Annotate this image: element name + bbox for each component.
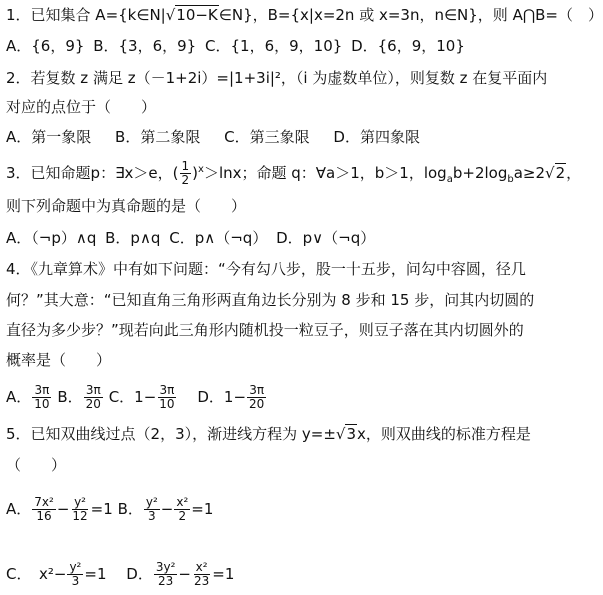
q2-line1: 2．若复数 z 满足 z（－1+2i）=|1+3i|²，（i 为虚数单位），则复数 z 在复平面内 — [6, 69, 548, 87]
q3-option-a: A．（¬p）∧q — [6, 229, 97, 247]
q3-part6: ， — [566, 164, 582, 182]
q1-option-a: A．{6，9} — [6, 37, 85, 55]
q5-line1 — [6, 424, 531, 444]
q2-line2: 对应的点位于（ ） — [6, 98, 157, 116]
q1-sqrt: √10−K — [165, 6, 218, 24]
q5-d-n1: 3y² — [155, 560, 176, 574]
q5-b-d2: 2 — [178, 509, 187, 523]
q3-options — [6, 228, 379, 248]
q5-options-cd — [6, 561, 234, 588]
q5-b-eq: =1 — [191, 500, 214, 518]
q5-option-c-label: C． — [6, 565, 32, 583]
q1-stem — [6, 5, 603, 25]
q4-option-b-fraction — [84, 384, 103, 411]
q4-c-den: 10 — [159, 397, 175, 411]
q5-d-frac1 — [154, 561, 178, 588]
q3-half-fraction — [180, 160, 192, 187]
q4-c-pre: 1− — [134, 388, 157, 406]
q5-b-frac2 — [174, 496, 190, 523]
q5-a-n1: 7x² — [34, 495, 54, 509]
q4-a-den: 10 — [34, 397, 50, 411]
q3-sqrt-body: 2 — [555, 164, 566, 182]
q4-option-a-fraction — [32, 384, 51, 411]
q5-b-d1: 3 — [148, 509, 156, 523]
q5-option-d-label: D． — [126, 565, 153, 583]
q5-d-frac2 — [192, 561, 211, 588]
q4-d-num: 3π — [249, 383, 265, 397]
q1-stem-suffix: ） — [588, 6, 603, 24]
q3-option-b: B．p∧q — [105, 229, 161, 247]
q5-a-n2: y² — [74, 495, 86, 509]
q3-option-d: D．p∨（¬q） — [276, 229, 376, 247]
q5-d-d1: 23 — [157, 574, 174, 588]
q1-stem-mid: ∈N}，B={x|x=2n 或 x=3n，n∈N}，则 A⋂B=（ — [218, 6, 574, 24]
q5-b-frac1 — [144, 496, 160, 523]
q4-option-c-label: C． — [108, 388, 135, 406]
q5-d-d2: 23 — [193, 574, 210, 588]
q5-sqrt: √3 — [335, 425, 357, 443]
q5-sqrt-body: 3 — [346, 425, 357, 443]
q4-line2: 何？”其大意：“已知直角三角形两直角边长分别为 8 步和 15 步，问其内切圆的 — [6, 291, 535, 309]
q4-line3: 直径为多少步？”现若向此三角形内随机投一粒豆子，则豆子落在其内切圆外的 — [6, 321, 524, 339]
q4-b-num: 3π — [85, 383, 101, 397]
q5-b-n2: x² — [176, 495, 189, 509]
q5-option-b-label: B． — [117, 500, 143, 518]
q2-option-a: A．第一象限 — [6, 128, 92, 146]
q4-line4: 概率是（ ） — [6, 351, 112, 369]
q3-stem — [6, 160, 581, 190]
q5-options-ab — [6, 496, 213, 523]
q4-option-b-label: B． — [57, 388, 83, 406]
q3-part5: a≥2 — [513, 164, 546, 182]
q4-d-pre: 1− — [223, 388, 247, 406]
q1-option-d: D．{6，9，10} — [351, 37, 465, 55]
q4-line1: 4．《九章算术》中有如下问题：“今有勾八步，股一十五步，问勾中容圆，径几 — [6, 260, 526, 278]
q4-option-c-fraction — [157, 384, 176, 411]
q5-line1-b: x，则双曲线的标准方程是 — [357, 425, 531, 443]
q5-c-pre: x²− — [38, 565, 67, 583]
q3-part3: ＞lnx；命题 q：∀a＞1，b＞1，log — [203, 164, 447, 182]
q1-sqrt-body: 10−K — [176, 6, 218, 24]
q3-option-c: C．p∧（¬q） — [169, 229, 268, 247]
q5-a-frac1 — [32, 496, 56, 523]
q5-d-eq: =1 — [212, 565, 235, 583]
q3-frac-num: 1 — [181, 159, 190, 173]
q5-a-d2: 12 — [72, 509, 88, 523]
q5-c-frac — [67, 561, 83, 588]
q5-line2: （ ） — [6, 456, 67, 474]
q4-option-d-fraction — [247, 384, 266, 411]
q3-sqrt: √2 — [545, 164, 566, 182]
q3-log-base-2: b — [507, 174, 514, 185]
q4-c-num: 3π — [159, 383, 175, 397]
q3-part2: ) — [192, 164, 199, 182]
q5-a-d1: 16 — [36, 509, 52, 523]
q3-part1: 3．已知命题p：∃x＞e，( — [6, 164, 179, 182]
q2-option-b: B．第二象限 — [115, 128, 201, 146]
q1-stem-prefix: 1．已知集合 A={k∈N| — [6, 6, 166, 24]
q5-d-n2: x² — [195, 560, 208, 574]
q4-option-a-label: A． — [6, 388, 32, 406]
q1-option-c: C．{1，6，9，10} — [205, 37, 343, 55]
q5-c-n2: y² — [69, 560, 82, 574]
q4-options — [6, 384, 267, 411]
q5-d-minus: − — [178, 565, 191, 583]
q2-options — [6, 127, 424, 147]
q5-a-minus: − — [56, 500, 70, 518]
q4-option-d-label: D． — [197, 388, 224, 406]
q3-log-base-1: a — [446, 174, 453, 185]
q4-b-den: 20 — [85, 397, 101, 411]
q5-option-a-label: A． — [6, 500, 32, 518]
q1-options — [6, 36, 469, 56]
q1-option-b: B．{3，6，9} — [93, 37, 197, 55]
q2-option-c: C．第三象限 — [224, 128, 310, 146]
q3-line2: 则下列命题中为真命题的是（ ） — [6, 197, 247, 215]
q3-frac-den: 2 — [181, 173, 190, 187]
q3-exponent: x — [198, 164, 204, 175]
q5-a-eq: =1 — [90, 500, 113, 518]
q5-c-eq: =1 — [84, 565, 107, 583]
q5-b-n1: y² — [145, 495, 158, 509]
q4-d-den: 20 — [249, 397, 265, 411]
q4-a-num: 3π — [34, 383, 50, 397]
q2-option-d: D．第四象限 — [333, 128, 420, 146]
q5-line1-a: 5．已知双曲线过点（2，3），渐进线方程为 y=± — [6, 425, 336, 443]
q3-part4: b+2log — [452, 164, 508, 182]
q5-c-d2: 3 — [71, 574, 80, 588]
q5-b-minus: − — [160, 500, 174, 518]
q5-a-frac2 — [70, 496, 89, 523]
